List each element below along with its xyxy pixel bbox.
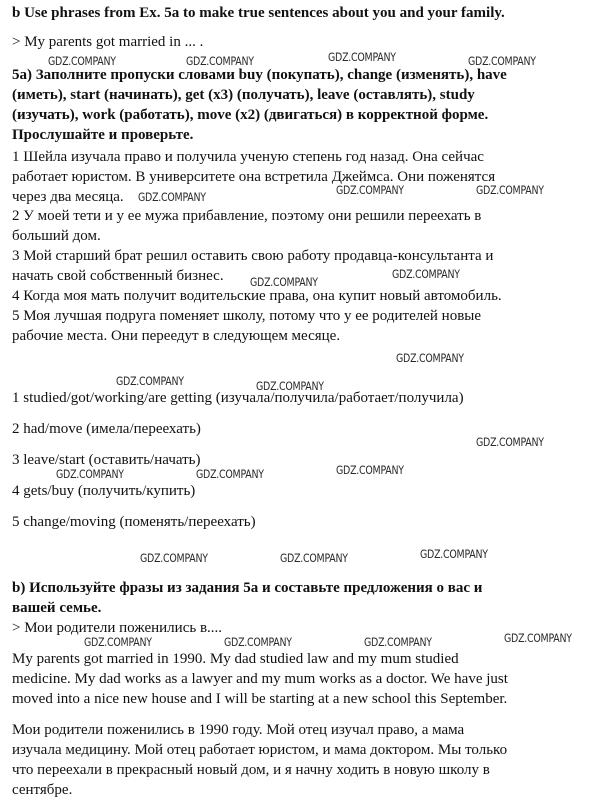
watermark: GDZ.COMPANY	[84, 635, 152, 649]
sentence-line: 5 Моя лучшая подруга поменяет школу, потому что у ее родителей новые	[12, 308, 482, 324]
task-b-line: b) Используйте фразы из задания 5а и составьте предложения о вас и	[12, 580, 483, 596]
sentence-line: рабочие места. Они переедут в следующем месяце.	[12, 328, 341, 344]
task-5a-line: (иметь), start (начинать), get (x3) (получать), leave (оставлять), study	[12, 87, 475, 103]
watermark: GDZ.COMPANY	[328, 50, 396, 64]
watermark: GDZ.COMPANY	[396, 351, 464, 365]
watermark: GDZ.COMPANY	[186, 54, 254, 68]
watermark: GDZ.COMPANY	[56, 467, 124, 481]
watermark: GDZ.COMPANY	[224, 635, 292, 649]
task-b-prompt: > Мои родители поженились в....	[12, 620, 223, 636]
watermark: GDZ.COMPANY	[196, 467, 264, 481]
sentence-line: больший дом.	[12, 228, 101, 244]
watermark: GDZ.COMPANY	[256, 379, 324, 393]
answer-line: 5 change/moving (поменять/переехать)	[12, 514, 256, 530]
answer-line: 1 studied/got/working/are getting (изучала/получила/работает/получила)	[12, 390, 464, 406]
sentence-line: 4 Когда моя мать получит водительские права, она купит новый автомобиль.	[12, 288, 502, 304]
watermark: GDZ.COMPANY	[476, 435, 544, 449]
sentence-line: 3 Мой старший брат решил оставить свою работу продавца-консультанта и	[12, 248, 494, 264]
sentence-line: через два месяца.	[12, 189, 124, 205]
task-b-line: вашей семье.	[12, 600, 102, 616]
essay-en-line: medicine. My dad works as a lawyer and my mum works as a doctor. We have just	[12, 671, 508, 687]
sentence-line: работает юристом. В университете она встретила Джеймса. Они поженятся	[12, 169, 496, 185]
watermark: GDZ.COMPANY	[420, 547, 488, 561]
watermark: GDZ.COMPANY	[48, 54, 116, 68]
exercise-b-prompt-en: > My parents got married in ... .	[12, 34, 204, 50]
exercise-b-heading-en: b Use phrases from Ex. 5a to make true sentences about you and your family.	[12, 5, 505, 21]
watermark: GDZ.COMPANY	[468, 54, 536, 68]
watermark: GDZ.COMPANY	[116, 374, 184, 388]
watermark: GDZ.COMPANY	[280, 551, 348, 565]
watermark: GDZ.COMPANY	[140, 551, 208, 565]
watermark: GDZ.COMPANY	[336, 183, 404, 197]
sentence-line: 2 У моей тети и у ее мужа прибавление, поэтому они решили переехать в	[12, 208, 482, 224]
watermark: GDZ.COMPANY	[138, 190, 206, 204]
essay-en-line: moved into a nice new house and I will be starting at a new school this September.	[12, 691, 508, 707]
task-5a-line: 5a) Заполните пропуски словами buy (покупать), change (изменять), have	[12, 67, 507, 83]
task-5a-line: Прослушайте и проверьте.	[12, 127, 194, 143]
essay-ru-line: сентябре.	[12, 782, 73, 798]
sentence-line: начать свой собственный бизнес.	[12, 268, 224, 284]
essay-ru-line: изучала медицину. Мой отец работает юристом, и мама доктором. Мы только	[12, 742, 508, 758]
watermark: GDZ.COMPANY	[476, 183, 544, 197]
essay-ru-line: Мои родители поженились в 1990 году. Мой отец изучал право, а мама	[12, 722, 465, 738]
sentence-line: 1 Шейла изучала право и получила ученую степень год назад. Она сейчас	[12, 149, 484, 165]
essay-en-line: My parents got married in 1990. My dad studied law and my mum studied	[12, 651, 459, 667]
essay-ru-line: что переехали в прекрасный новый дом, и я начну ходить в новую школу в	[12, 762, 490, 778]
watermark: GDZ.COMPANY	[504, 631, 572, 645]
watermark: GDZ.COMPANY	[250, 275, 318, 289]
watermark: GDZ.COMPANY	[336, 463, 404, 477]
task-5a-line: (изучать), work (работать), move (x2) (двигаться) в корректной форме.	[12, 107, 489, 123]
watermark: GDZ.COMPANY	[392, 267, 460, 281]
watermark: GDZ.COMPANY	[364, 635, 432, 649]
answer-line: 4 gets/buy (получить/купить)	[12, 483, 196, 499]
answer-line: 2 had/move (имела/переехать)	[12, 421, 201, 437]
answer-line: 3 leave/start (оставить/начать)	[12, 452, 201, 468]
